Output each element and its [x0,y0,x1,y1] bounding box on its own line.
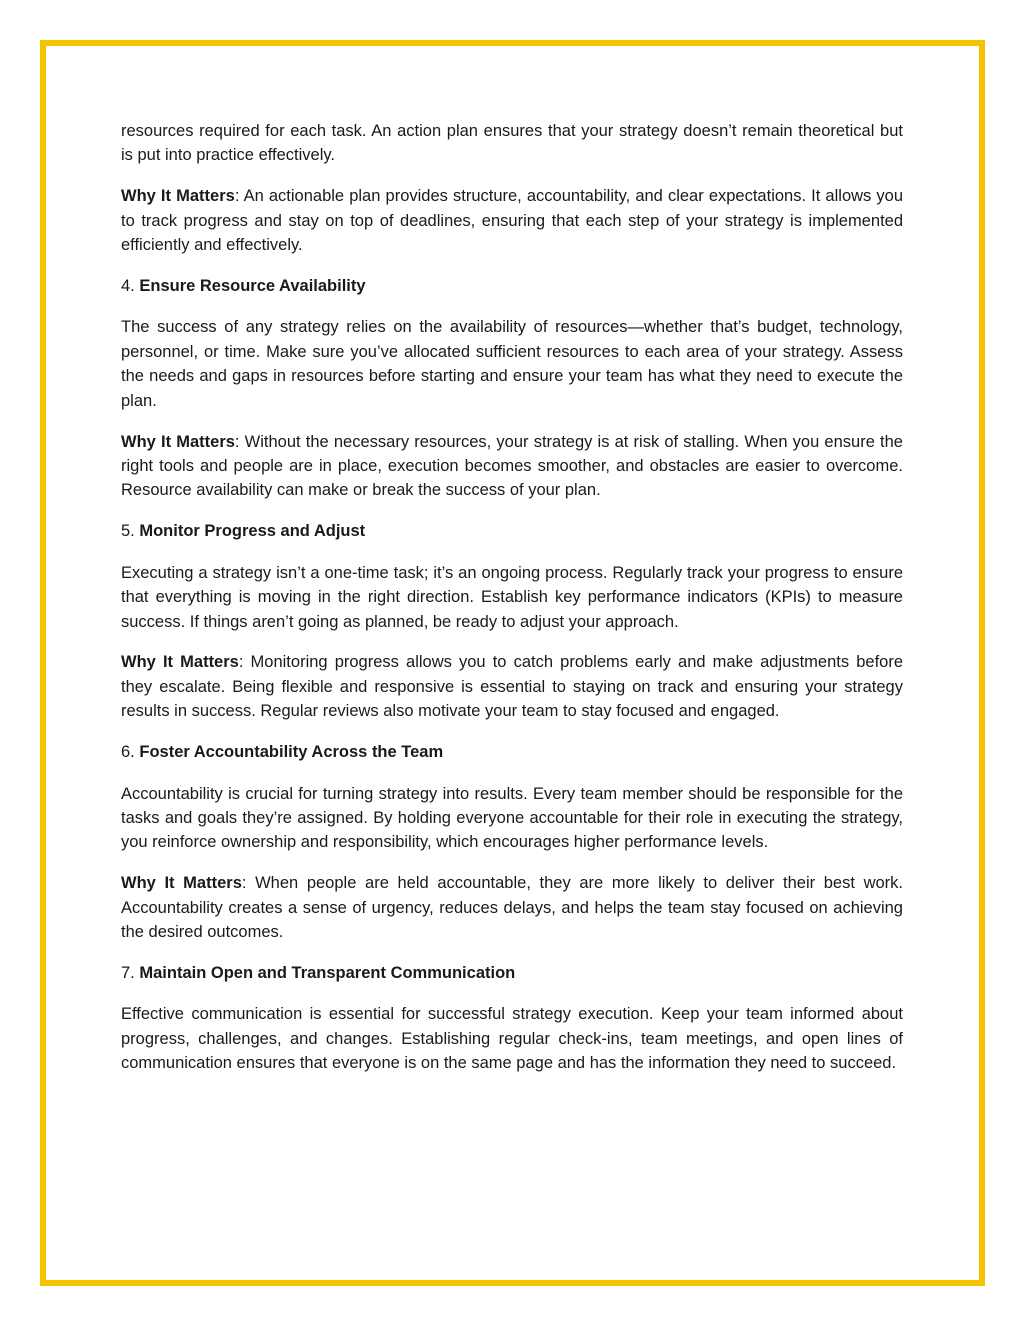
document-body [121,119,903,1092]
section-title: Foster Accountability Across the Team [139,743,444,762]
why-it-matters-resources [121,430,903,503]
accountability-paragraph: Accountability is crucial for turning strategy into results. Every team member should be responsible for the tasks and goals they’re assigned. By holding everyone accountable for their role in executing the strategy, you reinforce ownership and responsibility, which encourages higher performance levels. [121,784,903,852]
section-number: 7. [121,963,135,982]
why-text: : An actionable plan provides structure, accountability, and clear expectations. It allows you to track progress and stay on top of deadlines, ensuring that each step of your strategy is implemented efficiently and effectively. [121,187,903,255]
communication-paragraph: Effective communication is essential for successful strategy execution. Keep your team informed about progress, challenges, and changes. Establishing regular check-ins, team meetings, and open lines of communication ensures that everyone is on the same page and has the information they need to succeed. [121,1005,903,1073]
why-text: : Without the necessary resources, your strategy is at risk of stalling. When you ensure the right tools and people are in place, execution becomes smoother, and obstacles are easier to overcome. Resource availability can make or break the success of your plan. [121,432,903,500]
why-it-matters-monitoring [121,650,903,723]
section-title: Maintain Open and Transparent Communication [139,963,516,982]
resource-availability-paragraph: The success of any strategy relies on the availability of resources—whether that’s budget, technology, personnel, or time. Make sure you’ve allocated sufficient resources to each area of your strategy. Assess the needs and gaps in resources before starting and ensure your team has what they need to execute the plan. [121,318,903,410]
why-label: Why It Matters [121,653,239,672]
section-heading-accountability [121,740,903,764]
intro-paragraph: resources required for each task. An action plan ensures that your strategy doesn’t remain theoretical but is put into practice effectively. [121,122,903,165]
why-label: Why It Matters [121,874,242,893]
section-number: 4. [121,277,135,296]
why-text: : Monitoring progress allows you to catch problems early and make adjustments before they escalate. Being flexible and responsive is essential to staying on track and ensuring your strategy results in success. Regular reviews also motivate your team to stay focused and engaged. [121,653,903,721]
section-number: 6. [121,743,135,762]
why-text: : When people are held accountable, they are more likely to deliver their best work. Accountability creates a sense of urgency, reduces delays, and helps the team stay focused on achieving the desired outcomes. [121,874,904,942]
section-title: Monitor Progress and Adjust [139,522,366,541]
why-it-matters-accountability [121,871,903,944]
section-heading-resource-availability [121,274,903,298]
why-label: Why It Matters [121,432,235,451]
monitor-progress-paragraph: Executing a strategy isn’t a one-time task; it’s an ongoing process. Regularly track your progress to ensure that everything is moving in the right direction. Establish key performance indicators (KPIs) to measure success. If things aren’t going as planned, be ready to adjust your approach. [121,563,903,631]
section-title: Ensure Resource Availability [139,277,366,296]
why-it-matters-action-plan [121,184,903,257]
section-heading-monitor-progress [121,519,903,543]
section-heading-communication [121,961,903,985]
section-number: 5. [121,522,135,541]
why-label: Why It Matters [121,187,235,206]
